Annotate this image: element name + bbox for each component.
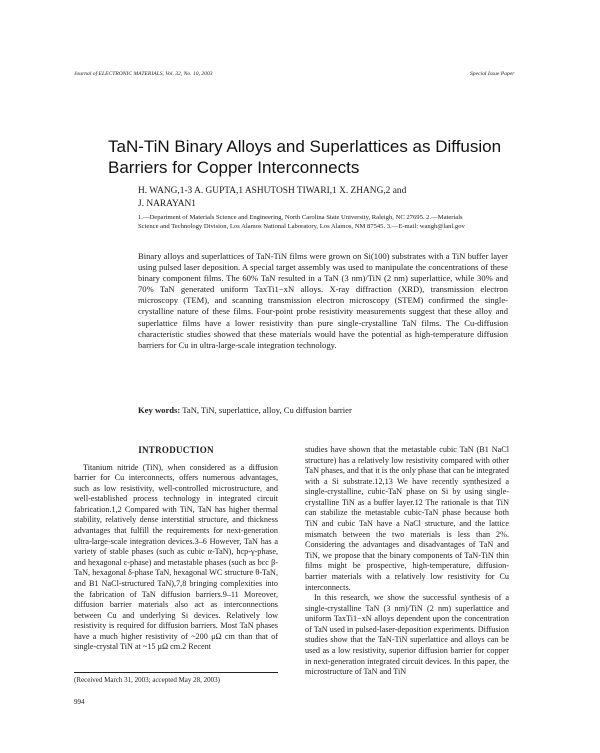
page-number: 994 bbox=[74, 698, 85, 706]
footnote-divider bbox=[74, 672, 278, 673]
keywords-label: Key words: bbox=[138, 405, 181, 415]
section-heading: INTRODUCTION bbox=[138, 445, 214, 455]
body-paragraph: studies have shown that the metastable cubic TaN (B1 NaCl structure) has a relatively low resistivity compared with other TaN phases, and that it is the only phase that can be integrated with a Si substrate.12,13 We have recently synthesized a single-crystalline, cubic-TaN phase on Si by using single-crystalline TiN as a buffer layer.12 The rationale is that TiN can stabilize the metastable cubic-TaN phase because both TiN and cubic TaN have a NaCl structure, and the lattice mismatch between the two materials is less than 2%. Considering the advantages and disadvantages of TaN and TiN, we propose that the binary components of TaN-TiN thin films might be prospective, high-temperature, diffusion-barrier materials with a relatively low resistivity for Cu interconnects. bbox=[305, 445, 509, 592]
paper-title: TaN-TiN Binary Alloys and Superlattices as Diffusion Barriers for Copper Interconnects bbox=[108, 137, 502, 177]
keywords-text: TaN, TiN, superlattice, alloy, Cu diffusion barrier bbox=[182, 405, 352, 415]
left-column bbox=[74, 445, 278, 653]
body-paragraph: In this research, we show the successful synthesis of a single-crystalline TaN (3 nm)/TiN (2 nm) superlattice and uniform TaxTi1−xN alloys dependent upon the concentration of TaN used in pulsed-laser-deposition experiments. Diffusion studies show that the TaN-TiN superlattice and alloys can be used as a low resistivity, superior diffusion barrier for copper in next-generation integrated circuit devices. In this paper, the microstructure of TaN and TiN bbox=[305, 593, 509, 677]
author-line-1: H. WANG,1-3 A. GUPTA,1 ASHUTOSH TIWARI,1 X. ZHANG,2 and bbox=[138, 186, 407, 196]
section-label: Special Issue Paper bbox=[470, 71, 515, 77]
received-date: (Received March 31, 2003; accepted May 28, 2003) bbox=[74, 676, 220, 684]
author-line-2: J. NARAYAN1 bbox=[138, 199, 196, 209]
keywords bbox=[138, 405, 508, 415]
abstract: Binary alloys and superlattices of TaN-TiN films were grown on Si(100) substrates with a TiN buffer layer using pulsed laser deposition. A special target assembly was used to manipulate the concentrations of these binary component films. The 60% TaN resulted in a TaN (3 nm)/TiN (2 nm) superlattice, while 30% and 70% TaN generated uniform TaxTi1−xN alloys. X-ray diffraction (XRD), transmission electron microscopy (TEM), and scanning transmission electron microscopy (STEM) confirmed the single-crystalline nature of these films. Four-point probe resistivity measurements suggest that these alloy and superlattice films have a lower resistivity than pure single-crystalline TaN films. The Cu-diffusion characteristic studies showed that these materials would have the potential as high-temperature diffusion barriers for Cu in ultra-large-scale integration technology. bbox=[138, 251, 508, 350]
right-column bbox=[305, 445, 509, 678]
journal-header: Journal of ELECTRONIC MATERIALS, Vol. 32, No. 10, 2003 bbox=[74, 71, 213, 77]
body-paragraph: Titanium nitride (TiN), when considered as a diffusion barrier for Cu interconnects, offers numerous advantages, such as low resistivity, well-controlled microstructure, and well-established process technology in integrated circuit fabrication.1,2 Compared with TiN, TaN has higher thermal stability, relatively dense interstitial structure, and thickness advantages that fulfill the requirements for next-generation ultra-large-scale integration devices.3–6 However, TaN has a variety of stable phases (such as cubic α-TaN), hcp-γ-phase, and hexagonal ε-phase) and metastable phases (such as bcc β-TaN, hexagonal δ-phase TaN, hexagonal WC structure θ-TaN, and B1 NaCl-structured TaN),7,8 bringing complexities into the fabrication of TaN diffusion barriers.9–11 Moreover, diffusion barrier materials also act as interconnections between Cu and underlying Si devices. Relatively low resistivity is required for diffusion barriers. Most TaN phases have a much higher resistivity of ~200 μΩ cm than that of single-crystal TiN at ~15 μΩ cm.2 Recent bbox=[74, 462, 278, 652]
affiliations: 1.—Department of Materials Science and Engineering, North Carolina State University, Raleigh, NC 27695. 2.—Materials Science and Technology Division, Los Alamos National Laboratory, Los Alamos, NM 87545. 3.—E-mail: wangh@lanl.gov bbox=[138, 214, 465, 231]
author-list bbox=[138, 185, 438, 211]
